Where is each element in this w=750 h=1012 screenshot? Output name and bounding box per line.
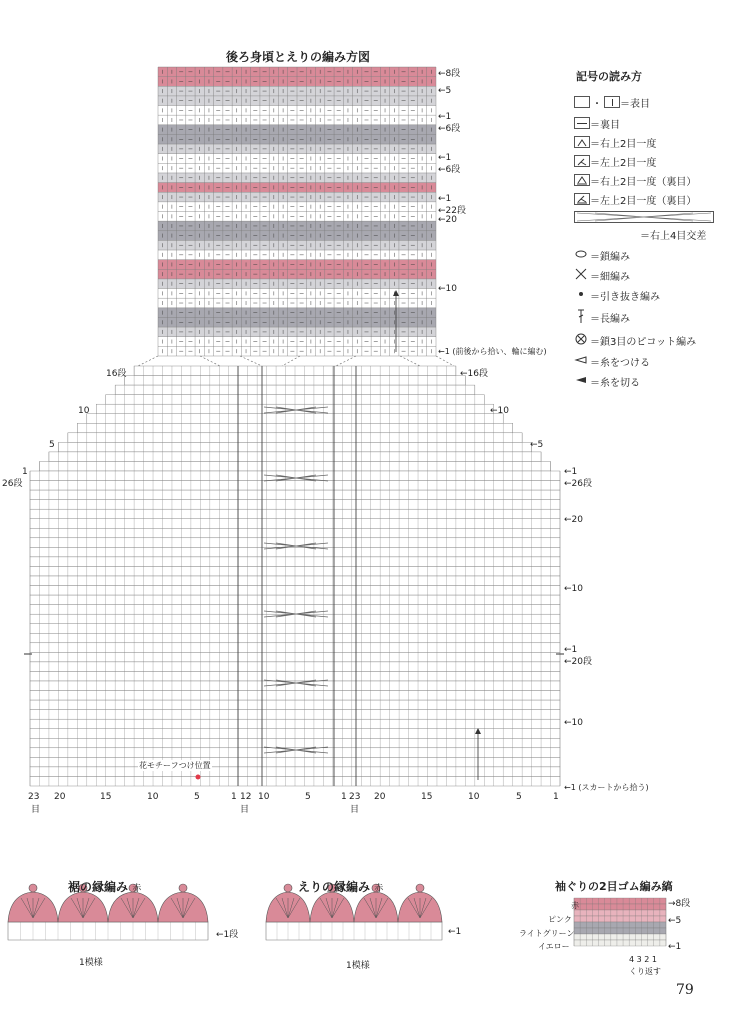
collar-color: 赤 (374, 884, 384, 894)
stitch-num-10a: 10 (147, 792, 159, 802)
yoke-row-22: ←22段 (438, 206, 466, 216)
motif-position-dot (196, 775, 201, 780)
stitch-num-23a: 23 (28, 792, 40, 802)
connector-dotted (400, 356, 420, 366)
connector-dotted (282, 356, 300, 366)
legend-sc (574, 268, 630, 282)
attach-yarn-icon (574, 355, 588, 368)
stitch-num-15b: 15 (421, 792, 433, 802)
stitch-num-5a: 5 (194, 792, 200, 802)
legend-text-left-k2tog-purl: ＝左上2目一度（裏目） (590, 195, 697, 207)
stitch-num-1b: 1 (341, 792, 347, 802)
connector-dotted (200, 356, 220, 366)
armhole-stripe-row (574, 922, 666, 928)
legend-cut (574, 374, 640, 388)
stitch-num-20a: 20 (54, 792, 66, 802)
body-left-10: 10 (78, 406, 90, 416)
stitch-num-20b: 20 (374, 792, 386, 802)
body-left-26: 26段 (2, 479, 23, 489)
collar-row-label: ←1 (448, 927, 462, 937)
yoke-row-1b: ←1 (438, 153, 452, 163)
slip-stitch-icon (574, 289, 588, 302)
legend-text-cut: ＝糸を切る (590, 377, 640, 389)
yoke-row-10: ←10 (438, 284, 457, 294)
single-crochet-icon (574, 268, 588, 283)
stitch-num-1c: 1 (553, 792, 559, 802)
body-right-1: ←1 (564, 467, 578, 477)
right-decrease-purl-icon (574, 174, 590, 186)
yoke-row-8: ←8段 (438, 69, 461, 79)
armhole-stripe-row (574, 928, 666, 934)
yoke-row-6a: ←6段 (438, 124, 461, 134)
armhole-color-yellow: イエロー (538, 942, 570, 951)
armhole-color-red: 赤 (571, 901, 579, 910)
body-right-1-skirt: ←1 (スカートから拾う) (564, 783, 649, 792)
body-right-20a: ←20 (564, 515, 583, 525)
legend-chain (574, 248, 630, 262)
hem-title-text: 裾の縁編み (68, 880, 129, 894)
legend-dc (574, 308, 630, 326)
collar-title (298, 878, 383, 895)
collar-edging-picot (416, 884, 424, 892)
armhole-stripe-row (574, 904, 666, 910)
stitch-num-5c: 5 (516, 792, 522, 802)
motif-position-label: 花モチーフつけ位置 (139, 761, 211, 770)
hem-row-label: ←1段 (216, 930, 239, 940)
hem-title (68, 878, 141, 895)
body-right-1b: ←1 (564, 645, 578, 655)
legend-left-k2tog (574, 154, 656, 168)
stitch-num-10b: 10 (258, 792, 270, 802)
left-decrease-purl-icon (574, 193, 590, 205)
body-right-5: ←5 (530, 440, 544, 450)
armhole-stripe-row (574, 940, 666, 946)
hem-color: 赤 (132, 884, 142, 894)
hem-repeat-label: 1模様 (79, 958, 103, 968)
collar-edging-picot (284, 884, 292, 892)
armhole-color-green: ライトグリーン (519, 929, 575, 938)
armhole-row-8: →8段 (668, 899, 691, 909)
legend-text-cable: ＝右上4目交差 (640, 231, 707, 242)
legend-text-right-k2tog: ＝右上2目一度 (590, 138, 657, 150)
connector-dotted (436, 356, 454, 366)
armhole-row-5: ←5 (668, 916, 682, 926)
stitch-num-10c: 10 (468, 792, 480, 802)
legend-text-attach: ＝糸をつける (590, 357, 650, 369)
legend-purl (574, 116, 620, 130)
legend-text-sc: ＝細編み (590, 271, 630, 283)
stitch-me-a: 目 (31, 805, 41, 815)
cut-yarn-icon (574, 375, 588, 388)
armhole-stitch-nums: 4 3 2 1 (629, 955, 657, 964)
armhole-title: 袖ぐりの2目ゴム編み縞 (555, 880, 673, 893)
left-decrease-icon (574, 155, 590, 167)
legend-text-dc: ＝長編み (590, 313, 630, 325)
armhole-stripe-row (574, 910, 666, 916)
picot-icon (574, 332, 588, 349)
armhole-color-pink: ピンク (548, 915, 572, 924)
legend-right-k2tog (574, 135, 656, 149)
hem-edging-picot (29, 884, 37, 892)
armhole-repeat: くり返す (629, 967, 661, 976)
empty-box-icon (574, 96, 590, 108)
right-decrease-icon (574, 136, 590, 148)
armhole-stripe-row (574, 898, 666, 904)
double-crochet-icon (574, 308, 588, 327)
armhole-stripe-row (574, 916, 666, 922)
legend-picot (574, 332, 696, 348)
cable-4-icon (574, 211, 714, 223)
legend-text-right-k2tog-purl: ＝右上2目一度（裏目） (590, 176, 697, 188)
legend-slip (574, 288, 660, 302)
collar-repeat-label: 1模様 (346, 961, 370, 971)
body-left-16: 16段 (106, 369, 127, 379)
stitch-me-c: 目 (350, 805, 360, 815)
legend-text-chain: ＝鎖編み (590, 251, 630, 263)
legend-attach (574, 354, 650, 368)
legend-text-picot: ＝鎖3目のピコット編み (590, 336, 697, 348)
stitch-num-1a: 1 (231, 792, 237, 802)
stitch-me-b: 目 (240, 805, 250, 815)
yoke-row-1-note: ←1 (前後から拾い、輪に編む) (438, 347, 547, 356)
legend-text-left-k2tog: ＝左上2目一度 (590, 157, 657, 169)
legend-sep: ・ (592, 98, 602, 110)
body-left-1: 1 (22, 467, 28, 477)
yoke-row-1c: ←1 (438, 194, 452, 204)
legend-right-k2tog-purl (574, 173, 696, 187)
body-right-10: ←10 (490, 406, 509, 416)
body-right-16: ←16段 (460, 369, 488, 379)
legend-text-knit: ＝表目 (620, 98, 650, 110)
stitch-num-15a: 15 (100, 792, 112, 802)
back-chart-title: 後ろ身頃とえりの編み方図 (226, 50, 371, 64)
chain-icon (574, 249, 588, 262)
body-left-5: 5 (49, 440, 55, 450)
hem-edging-picot (179, 884, 187, 892)
armhole-row-1: ←1 (668, 942, 682, 952)
legend-left-k2tog-purl (574, 192, 696, 206)
legend-text-slip: ＝引き抜き編み (590, 291, 660, 303)
yoke-row-5: ←5 (438, 86, 452, 96)
purl-icon (574, 117, 590, 129)
body-right-26: ←26段 (564, 479, 592, 489)
yoke-row-20: ←20 (438, 215, 457, 225)
body-right-10a: ←10 (564, 584, 583, 594)
connector-dotted (138, 356, 158, 366)
body-right-20b: ←20段 (564, 657, 592, 667)
legend-title: 記号の読み方 (576, 70, 642, 83)
body-right-10b: ←10 (564, 718, 583, 728)
connector-dotted (240, 356, 262, 366)
stitch-num-5b: 5 (305, 792, 311, 802)
legend-text-purl: ＝裏目 (590, 119, 620, 131)
page-number: 79 (676, 982, 694, 998)
stitch-num-23b: 23 (349, 792, 361, 802)
stitch-num-12: 12 (240, 792, 252, 802)
knit-bar-icon (604, 96, 620, 108)
collar-title-text: えりの縁編み (298, 880, 371, 894)
armhole-stripe-row (574, 934, 666, 940)
yoke-row-6b: ←6段 (438, 165, 461, 175)
connector-dotted (336, 356, 356, 366)
legend-knit (574, 95, 650, 109)
yoke-row-1a: ←1 (438, 112, 452, 122)
